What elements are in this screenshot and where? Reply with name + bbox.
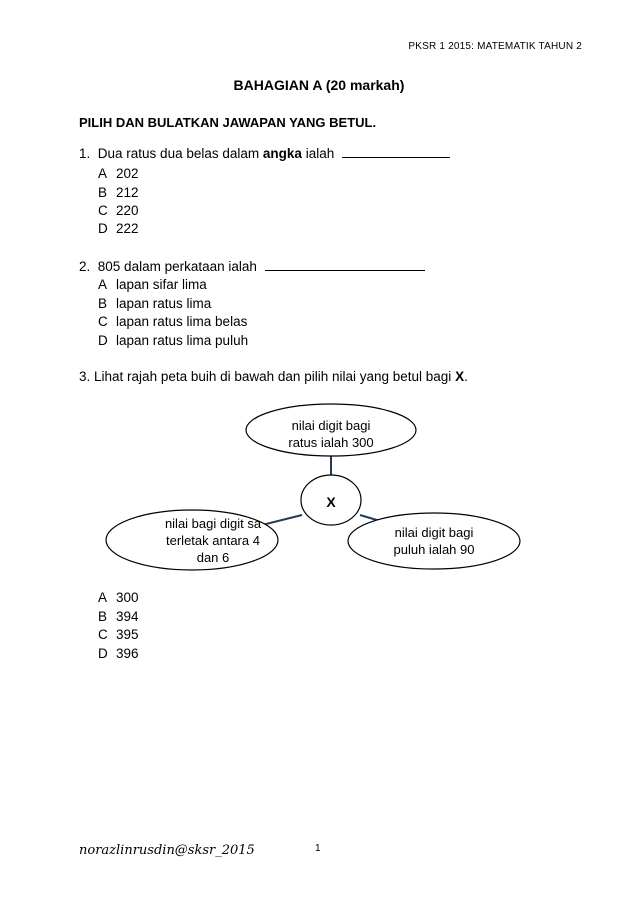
question-3-text: Lihat rajah peta buih di bawah dan pilih nilai yang betul bagi	[94, 369, 452, 384]
question-3-number: 3.	[79, 369, 91, 384]
question-1-text-end: ialah	[305, 146, 335, 161]
q3-option-d[interactable]	[98, 646, 139, 661]
instruction: PILIH DAN BULATKAN JAWAPAN YANG BETUL.	[79, 115, 377, 130]
question-3-keyword: X	[455, 369, 465, 384]
option-text: 395	[116, 627, 139, 642]
question-1-keyword: angka	[262, 146, 302, 161]
bubble-right-line-1: nilai digit bagi	[394, 525, 474, 540]
option-text: 212	[116, 185, 139, 200]
question-2-text: 805 dalam perkataan ialah	[97, 259, 257, 274]
option-label: B	[98, 185, 108, 200]
question-1-number: 1.	[79, 146, 91, 161]
bubble-left-line-1: nilai bagi digit sa	[164, 516, 262, 531]
option-label: D	[98, 646, 108, 661]
q3-option-c[interactable]	[98, 627, 139, 642]
question-2-number: 2.	[79, 259, 91, 274]
option-label: B	[98, 296, 108, 311]
option-label: A	[98, 277, 108, 292]
option-text: lapan ratus lima puluh	[116, 333, 249, 348]
option-text: lapan ratus lima	[116, 296, 212, 311]
option-text: 220	[116, 203, 139, 218]
option-label: A	[98, 166, 108, 181]
option-label: C	[98, 203, 108, 218]
option-label: B	[98, 609, 108, 624]
option-text: 394	[116, 609, 139, 624]
option-label: D	[98, 333, 108, 348]
option-text: 300	[116, 590, 139, 605]
q3-option-a[interactable]	[98, 590, 139, 605]
option-text: 222	[116, 221, 139, 236]
footer-author: norazlinrusdin@sksr_2015	[79, 843, 255, 858]
q3-option-b[interactable]	[98, 609, 139, 624]
option-text: 396	[116, 646, 139, 661]
option-text: lapan ratus lima belas	[116, 314, 248, 329]
section-title: BAHAGIAN A (20 markah)	[233, 77, 405, 93]
option-text: lapan sifar lima	[116, 277, 207, 292]
bubble-top-line-2: ratus ialah 300	[288, 435, 374, 450]
header-title: PKSR 1 2015: MATEMATIK TAHUN 2	[408, 41, 582, 52]
bubble-left-line-2: terletak antara 4	[166, 533, 260, 548]
option-label: A	[98, 590, 108, 605]
question-1-text: Dua ratus dua belas dalam	[97, 146, 260, 161]
page-number: 1	[315, 843, 321, 854]
bubble-left-line-3: dan 6	[196, 550, 230, 565]
option-label: D	[98, 221, 108, 236]
bubble-right-line-2: puluh ialah 90	[393, 542, 475, 557]
option-label: C	[98, 314, 108, 329]
option-label: C	[98, 627, 108, 642]
bubble-top-line-1: nilai digit bagi	[291, 418, 371, 433]
bubble-center-label: X	[326, 494, 336, 510]
option-text: 202	[116, 166, 139, 181]
question-3-period: .	[464, 369, 468, 384]
bubble-right	[348, 513, 520, 569]
